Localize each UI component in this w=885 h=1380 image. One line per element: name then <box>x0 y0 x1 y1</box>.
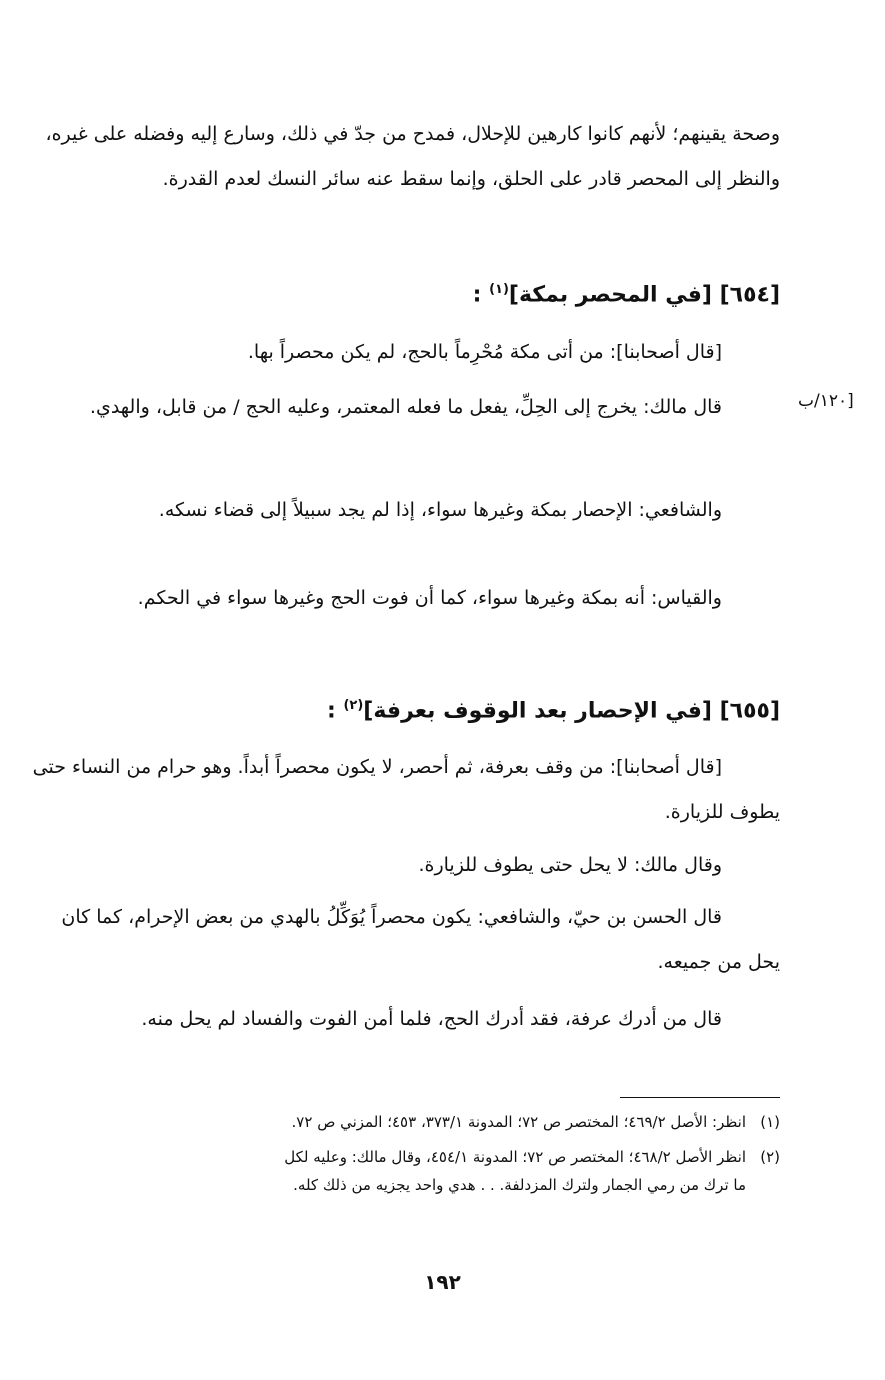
footnote-ref: (١) <box>489 282 509 297</box>
heading-text: [٦٥٥] [في الإحصار بعد الوقوف بعرفة] <box>363 698 780 724</box>
section-heading-655 <box>30 686 780 731</box>
paragraph-hasan: قال الحسن بن حيّ، والشافعي: يكون محصراً يُوَكِّلُ بالهدي من بعض الإحرام، كما كان يحل من جميعه. <box>61 906 780 973</box>
paragraph-ashabuna-1: [قال أصحابنا]: من أتى مكة مُحْرِماً بالحج، لم يكن محصراً بها. <box>247 341 722 363</box>
footnote-number: (١) <box>760 1113 780 1131</box>
footnote-2 <box>30 1144 780 1171</box>
paragraph-ashabuna-2: [قال أصحابنا]: من وقف بعرفة، ثم أحصر، لا يكون محصراً أبداً. وهو حرام من النساء حتى يطوف للزيارة. <box>32 756 780 823</box>
heading-colon: : <box>326 698 344 724</box>
page-number: ١٩٢ <box>424 1270 461 1294</box>
footnote-ref: (٢) <box>343 698 364 713</box>
paragraph-malik-1: قال مالك: يخرج إلى الحِلِّ، يفعل ما فعله المعتمر، وعليه الحج / من قابل، والهدي. <box>89 396 722 418</box>
footnote-text: انظر الأصل ٤٦٨/٢؛ المختصر ص ٧٢؛ المدونة ٤٥٤/١، وقال مالك: وعليه لكل <box>284 1148 746 1166</box>
footnote-text: انظر: الأصل ٤٦٩/٢؛ المختصر ص ٧٢؛ المدونة ٣٧٣/١، ٤٥٣؛ المزني ص ٧٢. <box>291 1113 746 1131</box>
paragraph-qiyas: والقياس: أنه بمكة وغيرها سواء، كما أن فوت الحج وغيرها سواء في الحكم. <box>137 587 722 609</box>
footnote-number: (٢) <box>760 1148 780 1166</box>
footnote-separator <box>620 1097 780 1098</box>
paragraph-arafa: قال من أدرك عرفة، فقد أدرك الحج، فلما أمن الفوت والفساد لم يحل منه. <box>141 1008 722 1030</box>
paragraph-shafii: والشافعي: الإحصار بمكة وغيرها سواء، إذا لم يجد سبيلاً إلى قضاء نسكه. <box>158 499 722 521</box>
heading-text: [٦٥٤] [في المحصر بمكة] <box>508 282 780 308</box>
footnote-1 <box>30 1109 780 1136</box>
paragraph-intro: وصحة يقينهم؛ لأنهم كانوا كارهين للإحلال، فمدح من جدّ في ذلك، وسارع إليه وفضله على غيره، والنظر إلى المحصر قادر على الحلق، وإنما سقط عنه سائر النسك لعدم القدرة. <box>45 123 780 190</box>
paragraph-malik-2: وقال مالك: لا يحل حتى يطوف للزيارة. <box>418 854 722 876</box>
section-heading-654 <box>30 270 780 315</box>
margin-folio-note: [١٢٠/ب <box>798 391 854 411</box>
footnote-2-continuation: ما ترك من رمي الجمار ولترك المزدلفة. . . هدي واحد يجزيه من ذلك كله. <box>293 1176 746 1194</box>
heading-colon: : <box>472 282 490 308</box>
